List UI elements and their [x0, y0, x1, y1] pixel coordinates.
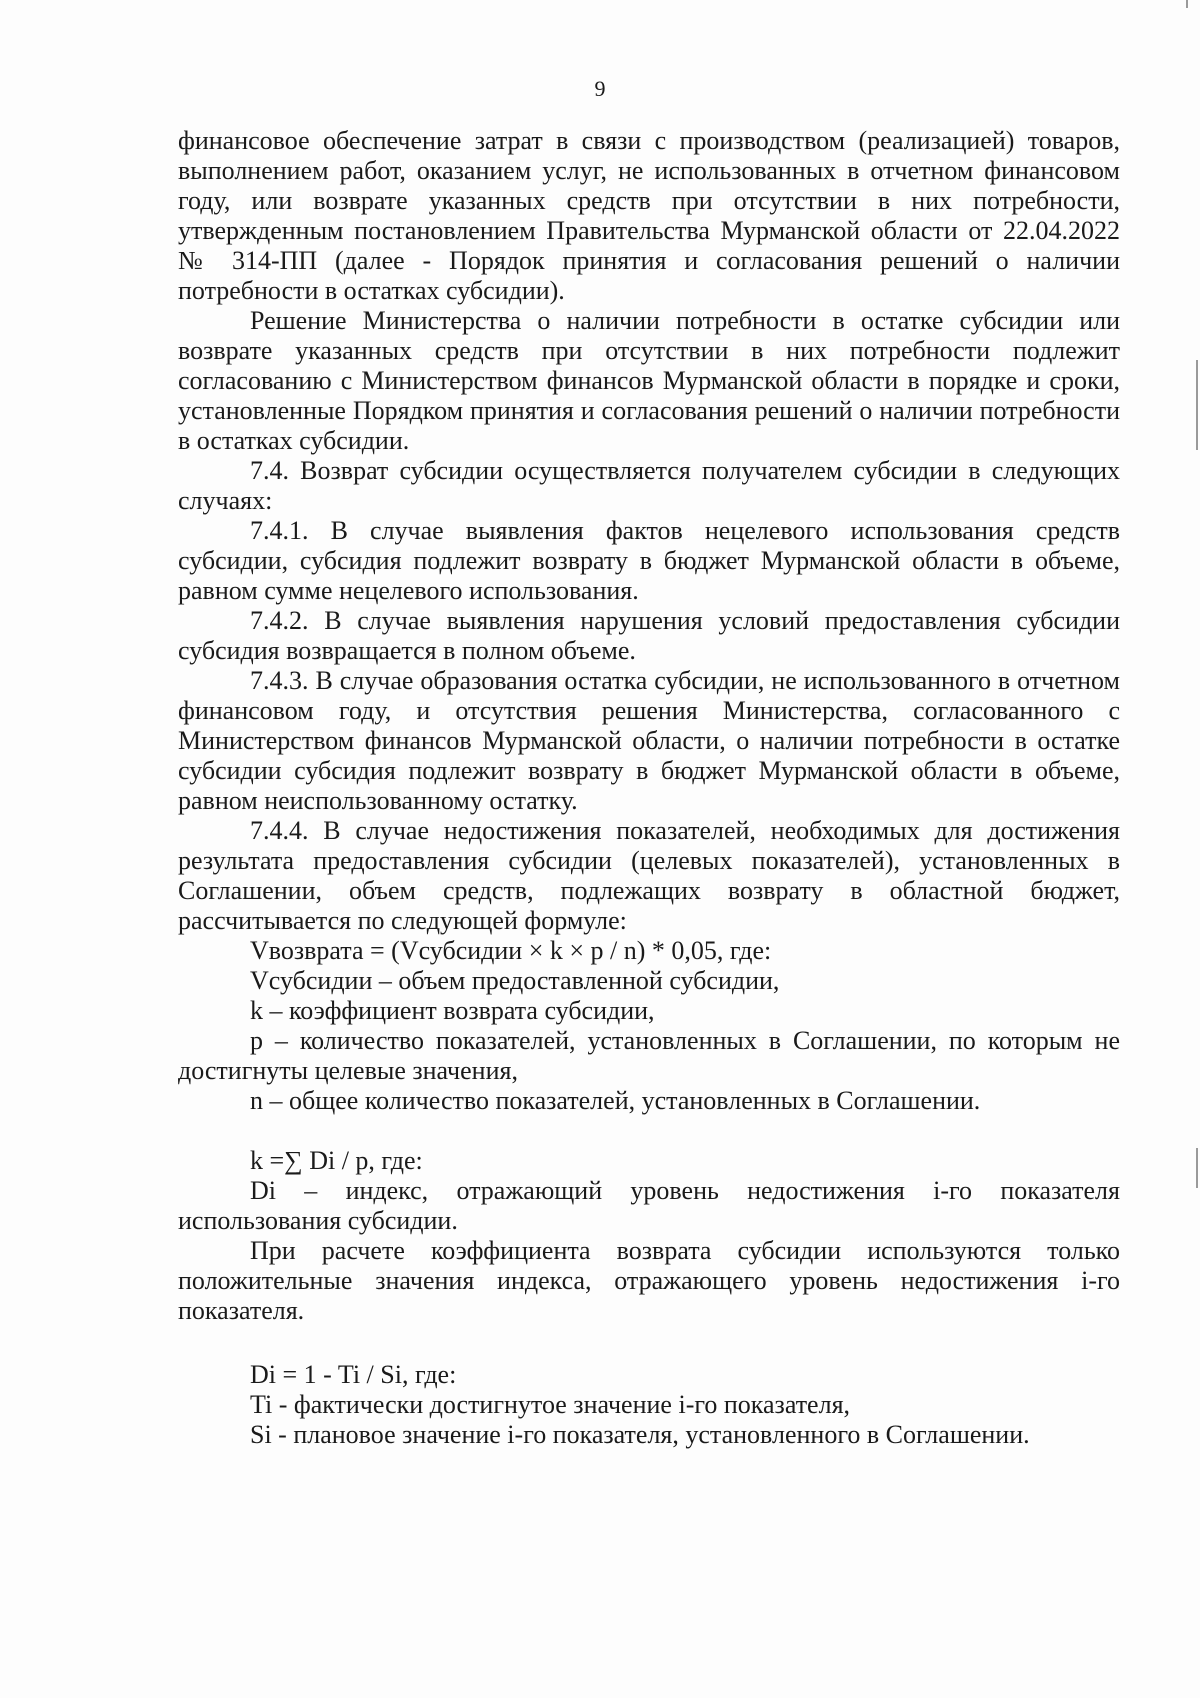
- formula-line: Vвозврата = (Vсубсидии × k × p / n) * 0,05, где:: [250, 936, 772, 965]
- formula-line: k =∑ Di / p, где:: [250, 1146, 423, 1175]
- definition-line: k – коэффициент возврата субсидии,: [250, 996, 655, 1025]
- paragraph: 7.4.3. В случае образования остатка субсидии, не использованного в отчетном финансовом году, и отсутствия решения Министерства, согласованного с Министерством финансов Мурманской области, о наличии потребности в остатке субсидии субсидия подлежит возврату в бюджет Мурманской области в объеме, равном неиспользованному остатку.: [178, 666, 1120, 815]
- section-heading: 7.4. Возврат субсидии осуществляется получателем субсидии в следующих случаях:: [178, 456, 1120, 515]
- scan-edge-mark: [1196, 360, 1198, 450]
- paragraph: 7.4.4. В случае недостижения показателей, необходимых для достижения результата предоставления субсидии (целевых показателей), установленных в Соглашении, объем средств, подлежащих возврату в областной бюджет, рассчитывается по следующей формуле:: [178, 816, 1120, 935]
- paragraph: 7.4.2. В случае выявления нарушения условий предоставления субсидии субсидия возвращается в полном объеме.: [178, 606, 1120, 665]
- scan-edge-mark: [1186, 0, 1188, 8]
- definition-line: Vсубсидии – объем предоставленной субсидии,: [250, 966, 780, 995]
- formula-line: Di = 1 - Ti / Si, где:: [250, 1360, 457, 1389]
- definition-line: Ti - фактически достигнутое значение i-го показателя,: [250, 1390, 851, 1419]
- paragraph: При расчете коэффициента возврата субсидии используются только положительные значения индекса, отражающего уровень недостижения i-го показателя.: [178, 1236, 1120, 1325]
- definition-line: p – количество показателей, установленных в Соглашении, по которым не достигнуты целевые значения,: [178, 1026, 1120, 1085]
- definition-line: Di – индекс, отражающий уровень недостижения i-го показателя использования субсидии.: [178, 1176, 1120, 1235]
- page-number: 9: [594, 76, 606, 101]
- paragraph: Решение Министерства о наличии потребности в остатке субсидии или возврате указанных средств при отсутствии в них потребности подлежит согласованию с Министерством финансов Мурманской области в порядке и сроки, установленные Порядком принятия и согласования решений о наличии потребности в остатках субсидии.: [178, 306, 1120, 455]
- paragraph: 7.4.1. В случае выявления фактов нецелевого использования средств субсидии, субсидия подлежит возврату в бюджет Мурманской области в объеме, равном сумме нецелевого использования.: [178, 516, 1120, 605]
- document-body: [178, 126, 1120, 1450]
- definition-line: n – общее количество показателей, установленных в Соглашении.: [250, 1086, 981, 1115]
- definition-line: Si - плановое значение i-го показателя, установленного в Соглашении.: [250, 1420, 1030, 1449]
- scan-edge-mark: [1196, 1148, 1198, 1188]
- paragraph: финансовое обеспечение затрат в связи с производством (реализацией) товаров, выполнением работ, оказанием услуг, не использованных в отчетном финансовом году, или возврате указанных средств при отсутствии в них потребности, утвержденным постановлением Правительства Мурманской области от 22.04.2022 № 314-ПП (далее - Порядок принятия и согласования решений о наличии потребности в остатках субсидии).: [178, 126, 1120, 305]
